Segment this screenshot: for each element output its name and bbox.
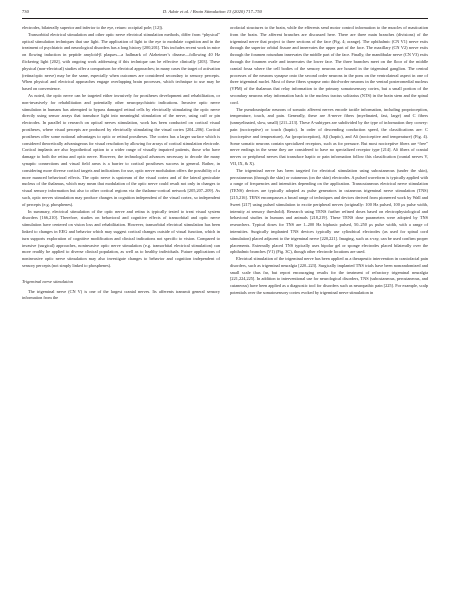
paragraph: electrodes, bilaterally superior and inferior to the eye, return: occipital pole; [12]).: [22, 25, 164, 30]
text-columns: [22, 25, 428, 302]
paragraph: The pseudounipolar neurons of somatic afferent nerves encode tactile information, including proprioception, temperature, touch, and pain. Generally, these are A-nerve fibers (myelinated, fast, large) and C fibers (unmyelinated, slow, small) [211–213]. These A-subtypes are subdivided by the type of information they convey: pain (nociceptive) or touch (haptic). In order of descending conduction speed, the classifications are: C (nociceptive and temperature), Aα (proprioception), Aβ (haptic), and Aδ (nociceptive and temperature) (Fig. 4). Some somatic neurons contain specialized receptors, such as for pressure. But most nociceptive fibers are “free” nerve endings in the sense they are considered to have no specialized receptor type [214]. Aδ fibers of cranial nerves or peripheral nerves that transduce haptic or pain information follow this classification (cranial nerves V, VII, IX, & X).: [230, 106, 428, 166]
section-title: Trigeminal nerve stimulation: [22, 278, 73, 284]
paragraph: The trigeminal nerve (CN V) is one of the largest cranial nerves. Its afferents transmit general sensory information from the: [22, 288, 220, 301]
page-number: 730: [22, 9, 29, 14]
right-column: [230, 25, 428, 302]
journal-citation: D. Adair et al. / Brain Stimulation 13 (2020) 717–750: [162, 9, 262, 14]
paragraph: As noted, the optic nerve can be targeted either invasively for prostheses development and rehabilitation, or non-invasively for rehabilitation and potentially other neuropsychiatric indications. Invasive optic nerve stimulation in humans has attempted to bypass damaged retinal cells by electrically stimulating the optic nerve directly using sensor arrays that transduce light into meaningful stimulation of the nerve, using cuff or pin electrodes. In parallel to research on optical nerves stimulation, work has been conducted on cortical visual prostheses, where visual percepts are produced by electrically stimulating the visual cortex [204–206]. Cortical prostheses offer some notional advantages to optic or retinal prostheses. The cortex has a larger surface which is considered theoretically advantageous for visual resolution by allowing for arrays of cortical stimulation electrode. Cortical implants are also hypothetical option to a wider range of visually impaired patients, those who have damage to both the retina and optic nerve. However, the technological advances necessary to decode the many synaptic connections and visual field areas is a barrier to cortical prostheses success in general. Rather, in considering more diverse cortical targets and indications for use, optic nerve modulation offers the possibility of a more nuanced behavioral effects. The optic nerve is upstream of the visual cortex and of the lateral geniculate nucleus of the thalamus, which may mean that modulation of the optic nerve could result not only in changes to visual sensory information but also to other cortical regions via the thalamo-cortical network [205,207–209]. As such, optic nerves stimulation may produce changes in cognition independent of the visual cortex, so independent of percepts (e.g. phosphenes).: [22, 92, 220, 207]
left-column: [22, 25, 220, 302]
paragraph: The trigeminal nerve has been targeted for electrical stimulation using subcutaneous (under the skin), percutaneous (through the skin) or cutaneous (on the skin) electrodes. A pulsed waveform is typically applied with a range of frequencies and intensities depending on the application. Transcutaneous electrical nerve stimulation (TENS) devices are typically adopted as pulse generators in cutaneous trigeminal nerve stimulation (TNS) [215,216]. TENS encompasses a broad range of techniques and devices derived from pioneered work by Wall and Sweet [217] using pulsed stimulation to excite peripheral nerves (originally: 100 Hz pulsed, 100 μs pulse width, intensity at sensory threshold). Research using TENS further refined doses based on electrophysiological and behavioral studies in humans and animals [218,219]. These TENS dose parameters were adopted by TNS researchers. Typical doses for TNS are 1–200 Hz biphasic pulsed, 50–250 μs pulse width, with a range of intensities. Surgically implanted TNS devices typically use cylindrical electrodes (as used for spinal cord stimulation) placed adjacent to the trigeminal nerve [220,221]. Imaging, such as x-ray, can be used confirm proper placements. Externally placed TNS typically uses bipolar gel or sponge electrodes placed bilaterally over the ophthalmic branches (V1) (Fig. 3C), though other electrode locations are used.: [230, 167, 428, 255]
paragraph: orofacial structures to the brain, while the efferents send motor control information to the muscles of mastication from the brain. The afferent branches are discussed here. There are three main branches (divisions) of the trigeminal nerve that project to three sections of the face (Fig. 4; orange). The ophthalmic (CN V1) nerve exits through the superior orbital fissure and innervates the upper part of the face. The maxillary (CN V2) nerve exits through the foramen rotundum innervates the middle part of the face. Finally, the mandibular nerve (CN V3) exits through the foramen ovale and innervates the lower face. The three branches meet on the floor of the middle cranial fossa where the cell bodies of the sensory neurons are housed in the trigeminal ganglion. The central processes of the neurons synapse onto the second order neurons in the pons on the ventrolateral aspect in one of three trigeminal nuclei. Most of these fibers synapse onto third-order neurons in the ventral posteromedial nucleus (VPM) of the thalamus that relay information to the primary somatosensory cortex, but a small portion of the secondary neurons relay information back to the nucleus tractus solitarius (NTS) in the brain stem and the spinal cord.: [230, 25, 428, 105]
paragraph: In summary, electrical stimulation of the optic nerve and retina is typically tested to treat visual system disorders [166,210]. Therefore, studies on behavioral and cognitive effects of transorbital and optic nerve stimulation have centered on vision loss and rehabilitation. However, transorbital electrical stimulation has been linked to changes in EEG and behavior which may suggest cortical changes outside of visual function, which in turn supports exploration of cognitive modification and clinical indications not specific to vision. Compared to invasive (surgical) approaches, noninvasive optic nerve stimulation (e.g. transorbital electrical stimulation) can more readily be applied to diverse clinical population, as well as to healthy individuals. Future applications of noninvasive optic nerve stimulation may also investigate changes to behavior and cognition independent of sensory percepts (not simply linked to phosphenes).: [22, 208, 220, 268]
running-header: [22, 6, 428, 19]
paragraph: Electrical stimulation of the trigeminal nerve has been applied as a therapeutic intervention in craniofacial pain disorders, such as trigeminal neuralgia [220–223]. Surgically implanted TNS trials have been nonrandomized and small scale thus far, but report encouraging results for the treatment of refractory trigeminal neuralgia [221,224,225]. In addition to interventional use for neurological disorders, TNS (subcutaneous, percutaneous, and cutaneous) have been applied as a diagnostic tool for disorders such as neuropathic pain [225]. For example, scalp potentials over the somatosensory cortex evoked by trigeminal nerve stimulation in: [230, 256, 428, 296]
paragraph: Transorbital electrical stimulation and other optic nerve electrical stimulation methods, differ from “physical” optical stimulation techniques that use light. The application of light to the eye to modulate cognition and in the treatment of psychiatric and neurological disorders has a long history [200,201]. This includes recent work in mice on flowing induction in peptide amyloid-β plaques—a hallmark of Alzheimer’s disease—following 40 Hz flickering light [202], with ongoing work addressing if this technique can be effective clinically [203]. These physical (non-electrical) studies offer a comparison for electrical approaches; in many cases the target of activation (retina/optic nerve) may be the same, especially when outcomes are considered secondary to sensory percepts. When physical and electrical approaches engage overlapping brain processes, which technique to use may be based on convenience.: [22, 31, 220, 92]
